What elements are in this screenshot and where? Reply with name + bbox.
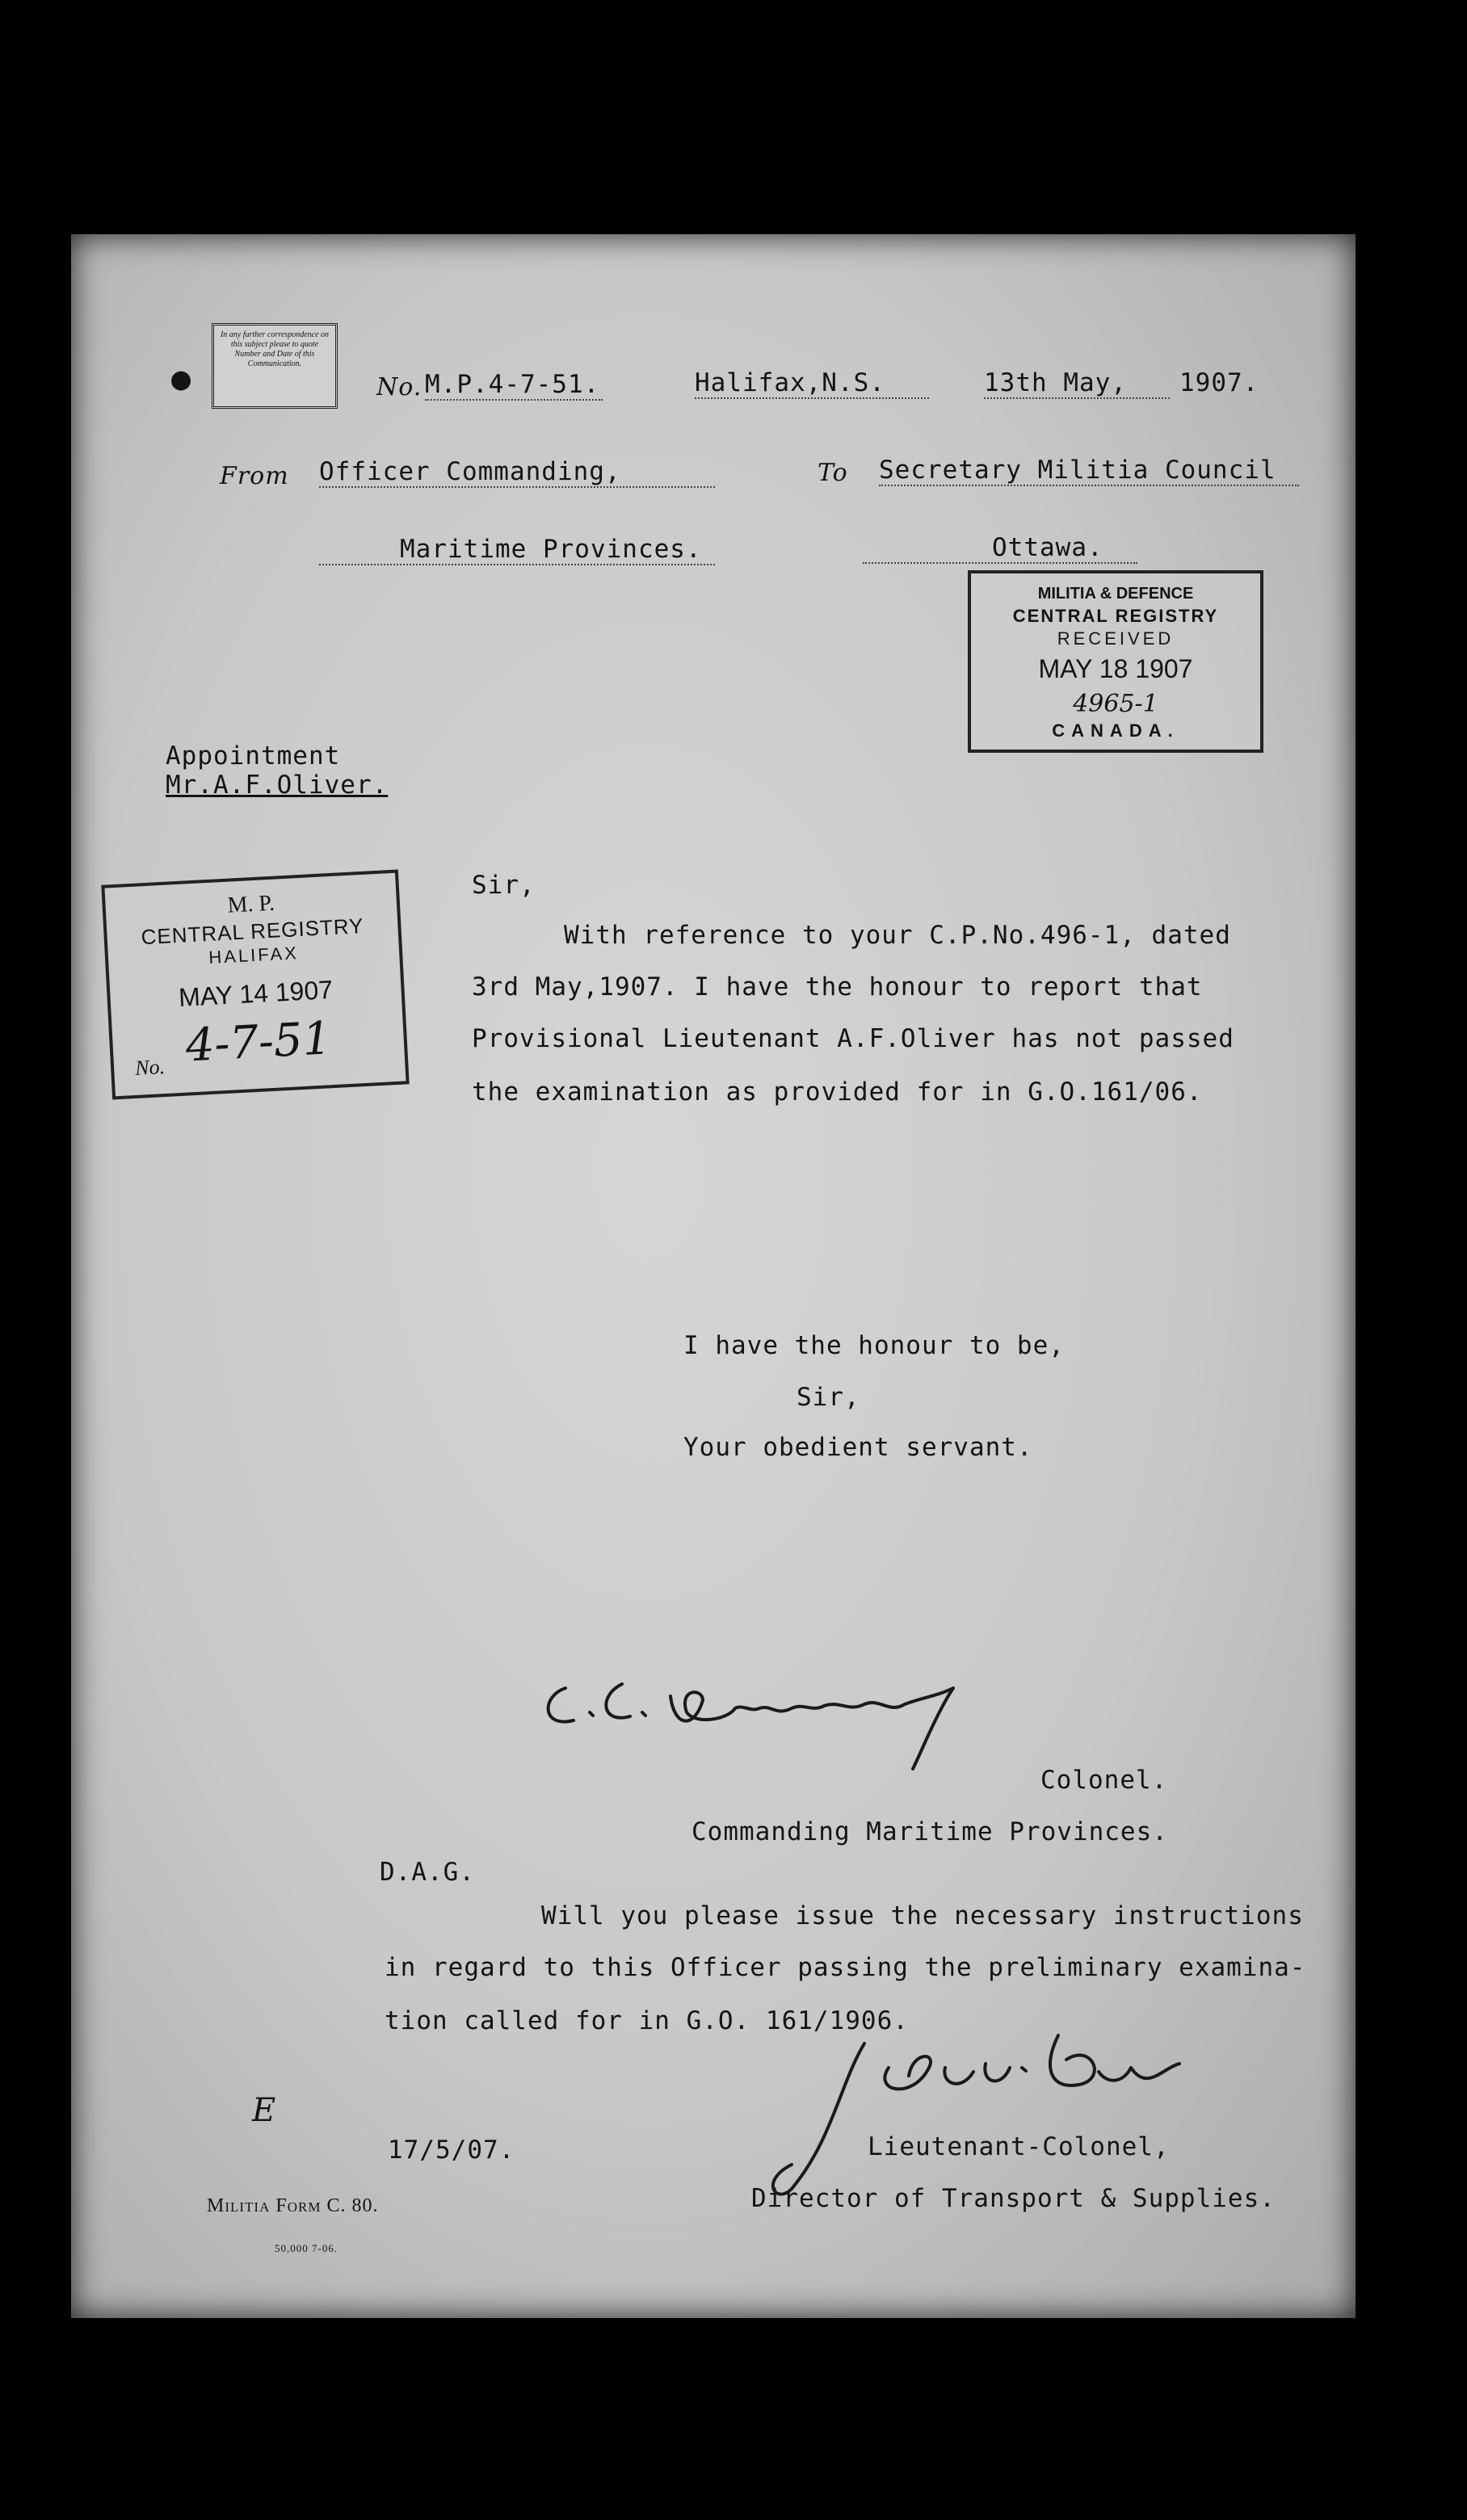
from-line-2: Maritime Provinces. (319, 535, 715, 565)
to-line-2: Ottawa. (863, 533, 1137, 564)
ink-blot-icon: ● (171, 360, 192, 397)
stamp-line-1: MILITIA & DEFENCE (1037, 585, 1194, 603)
stamp-country: CANADA. (1052, 720, 1179, 741)
from-line-1: Officer Commanding, (319, 457, 715, 488)
body-line-2: 3rd May,1907. I have the honour to report that (472, 972, 1203, 1002)
mp-stamp-date: MAY 14 1907 (178, 975, 334, 1012)
margin-mark: E (252, 2092, 277, 2129)
mp-stamp-line-3: HALIFAX (208, 943, 300, 968)
to-prefix: To (818, 459, 848, 487)
signature-title: Commanding Maritime Provinces. (691, 1817, 1168, 1846)
mp-stamp-line-2: CENTRAL REGISTRY (140, 913, 365, 950)
subject-line-1: Appointment (166, 741, 341, 771)
salutation: Sir, (472, 871, 536, 900)
closing-line-1: I have the honour to be, (683, 1331, 1065, 1360)
subject-line-2: Mr.A.F.Oliver. (166, 771, 389, 800)
body-line-4: the examination as provided for in G.O.161/06. (472, 1077, 1203, 1107)
minute-title: Director of Transport & Supplies. (751, 2184, 1276, 2213)
received-stamp-mp (101, 870, 409, 1100)
file-number: M.P.4-7-51. (425, 370, 603, 401)
form-number: Militia Form C. 80. (207, 2195, 379, 2216)
closing-line-3: Your obedient servant. (683, 1433, 1033, 1462)
minute-line-3: tion called for in G.O. 161/1906. (385, 2006, 909, 2035)
minute-line-2: in regard to this Officer passing the preliminary examina- (385, 1953, 1306, 1982)
mp-stamp-no-label: No. (134, 1055, 166, 1080)
no-prefix: No. (376, 373, 422, 401)
correspondence-notice-text: In any further correspondence on this subject please to quote Number and Date of this Communication. (220, 330, 330, 368)
stamp-number: 4965-1 (1073, 690, 1158, 718)
signature-rank: Colonel. (1040, 1766, 1168, 1795)
stamp-line-2: CENTRAL REGISTRY (1012, 606, 1219, 626)
from-prefix: From (220, 462, 289, 490)
minute-date: 17/5/07. (388, 2136, 515, 2165)
letter-year: 1907. (1179, 368, 1259, 397)
print-number: 50,000 7-06. (275, 2242, 338, 2254)
to-line-1: Secretary Militia Council (879, 456, 1299, 486)
minute-line-1: Will you please issue the necessary instructions (541, 1901, 1304, 1930)
closing-line-2: Sir, (797, 1383, 860, 1412)
correspondence-notice-box (212, 323, 338, 409)
minute-to: D.A.G. (380, 1858, 475, 1887)
received-stamp-ottawa (968, 570, 1263, 753)
body-line-3: Provisional Lieutenant A.F.Oliver has not passed (472, 1024, 1234, 1053)
letter-date: 13th May, (984, 368, 1170, 399)
stamp-date: MAY 18 1907 (1038, 654, 1193, 683)
letter-place: Halifax,N.S. (695, 368, 929, 399)
mp-stamp-line-1: M. P. (226, 890, 275, 918)
mp-stamp-number: 4-7-51 (184, 1012, 333, 1073)
body-line-1: With reference to your C.P.No.496-1, dated (564, 921, 1231, 950)
stamp-line-3: RECEIVED (1057, 628, 1175, 649)
minute-rank: Lieutenant-Colonel, (868, 2132, 1170, 2161)
colonel-signature (533, 1664, 1018, 1785)
